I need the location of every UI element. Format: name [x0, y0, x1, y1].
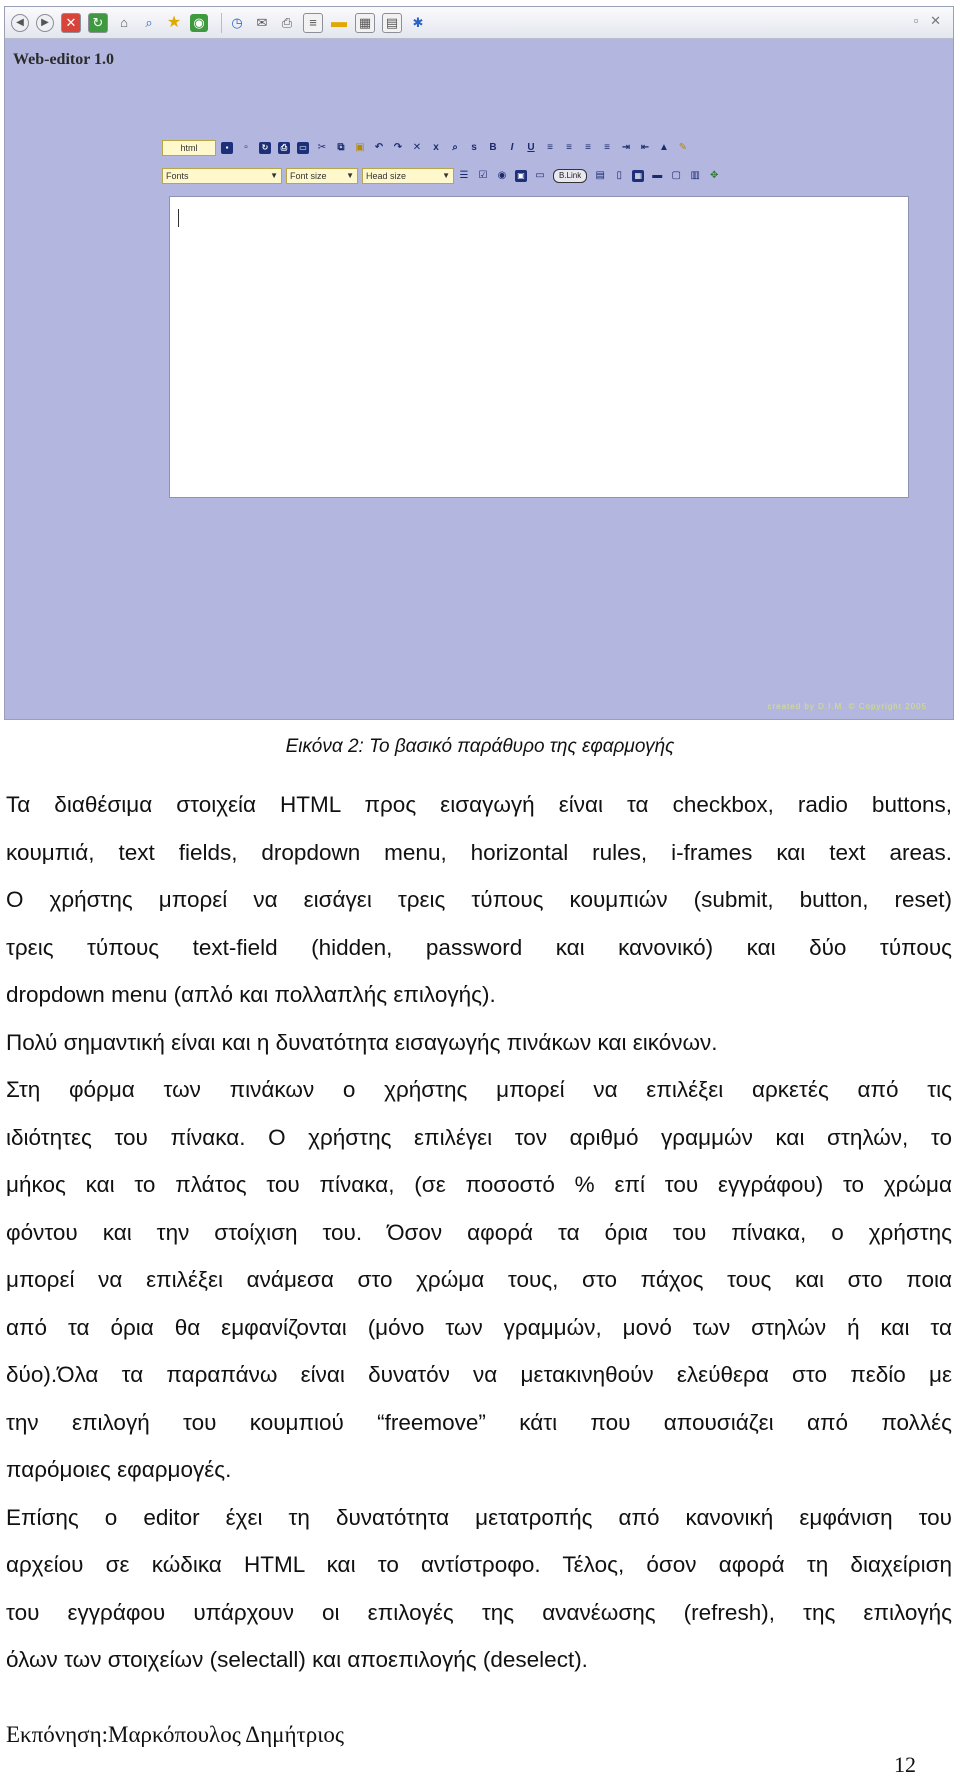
align-right-icon[interactable]: ≡	[585, 142, 591, 153]
preview-icon[interactable]: ▭	[297, 142, 309, 154]
text-line: ιδιότητες του πίνακα. Ο χρήστης επιλέγει τον αριθμό γραμμών και στηλών, το	[6, 1124, 952, 1150]
author-footer: Εκπόνηση:Μαρκόπουλος Δημήτριος	[6, 1722, 344, 1747]
list-icon[interactable]: ☰	[459, 170, 469, 181]
stop-icon[interactable]: ✕	[61, 13, 81, 33]
justify-icon[interactable]: ≡	[604, 142, 610, 153]
browser-toolbar	[5, 7, 953, 39]
radio-button-icon[interactable]: ◉	[497, 170, 507, 181]
refresh-icon[interactable]: ↻	[259, 142, 271, 154]
app-screenshot	[4, 6, 954, 720]
save-icon[interactable]: ▪	[221, 142, 233, 154]
iframe-icon[interactable]: ▢	[671, 170, 681, 181]
text-line: κουμπιά, text fields, dropdown menu, horizontal rules, i-frames και text areas.	[6, 839, 952, 865]
redo-icon[interactable]: ↷	[393, 142, 403, 153]
indent-icon[interactable]: ⇥	[621, 142, 631, 153]
tools-icon[interactable]: ✱	[412, 14, 424, 30]
paste-icon[interactable]: ▣	[355, 142, 365, 153]
find-icon[interactable]: ⌕	[452, 142, 458, 153]
text-line: Επίσης ο editor έχει τη δυνατότητα μετατροπής από κανονική εμφάνιση του	[6, 1504, 952, 1530]
page-number: 12	[894, 1752, 916, 1777]
fonts-select[interactable]	[162, 168, 282, 184]
text-line: Πολύ σημαντική είναι και η δυνατότητα εισαγωγής πινάκων και εικόνων.	[6, 1029, 718, 1055]
link-pill[interactable]: B.Link	[553, 169, 587, 183]
font-size-select-value: Font size	[290, 171, 327, 181]
cut-icon[interactable]: ✂	[317, 142, 327, 153]
checkbox-icon[interactable]: ☑	[478, 170, 488, 181]
font-size-select[interactable]	[286, 168, 358, 184]
textarea-icon[interactable]: ▯	[616, 170, 622, 181]
forward-icon[interactable]: ▶	[36, 14, 54, 32]
text-line: του εγγράφου υπάρχουν οι επιλογές της ανανέωσης (refresh), της επιλογής	[6, 1599, 952, 1625]
new-document-icon[interactable]: ▫	[244, 142, 248, 153]
refresh-icon[interactable]: ↻	[88, 13, 108, 33]
media-icon[interactable]: ◉	[190, 14, 208, 32]
underline-icon[interactable]: U	[527, 142, 535, 153]
italic-icon[interactable]: I	[510, 142, 514, 153]
head-size-select[interactable]	[362, 168, 454, 184]
highlight-icon[interactable]: ✎	[678, 142, 688, 153]
print-icon[interactable]: ⎙	[278, 142, 290, 154]
paragraph-4	[6, 1494, 952, 1684]
paragraph-1	[6, 781, 952, 1019]
history-icon[interactable]: ◷	[231, 14, 243, 30]
table-icon[interactable]: ▦	[632, 170, 644, 182]
paragraph-2	[6, 1019, 952, 1067]
align-left-icon[interactable]: ≡	[547, 142, 553, 153]
superscript-icon[interactable]: s	[471, 142, 477, 153]
chevron-down-icon: ▼	[270, 171, 278, 180]
mail-icon[interactable]: ✉	[256, 14, 268, 30]
text-line: την επιλογή του κουμπιού “freemove” κάτι που απουσιάζει από πολλές	[6, 1409, 952, 1435]
text-line: μήκος και το πλάτος του πίνακα, (σε ποσοστό % επί του εγγράφου) το χρώμα	[6, 1172, 952, 1197]
head-size-select-value: Head size	[366, 171, 407, 181]
copy-icon[interactable]: ⧉	[337, 142, 345, 153]
home-icon[interactable]: ⌂	[120, 14, 128, 30]
app-title: Web-editor 1.0	[13, 51, 115, 68]
fonts-select-value: Fonts	[166, 171, 189, 181]
text-line: αρχείου σε κώδικα HTML και το αντίστροφο. Τέλος, όσον αφορά τη διαχείριση	[6, 1552, 952, 1577]
outdent-icon[interactable]: ⇤	[640, 142, 650, 153]
document-body	[6, 781, 952, 1684]
back-icon[interactable]: ◀	[11, 14, 29, 32]
text-line: Τα διαθέσιμα στοιχεία HTML προς εισαγωγή είναι τα checkbox, radio buttons,	[6, 792, 952, 817]
text-color-icon[interactable]: ▲	[659, 142, 669, 153]
chevron-down-icon: ▼	[346, 171, 354, 180]
freemove-icon[interactable]: ✥	[710, 170, 719, 181]
text-line: Ο χρήστης μπορεί να εισάγει τρεις τύπους κουμπιών (submit, button, reset)	[6, 887, 952, 912]
mode-field[interactable]: html	[162, 140, 216, 156]
editor-toolbar-row-1	[162, 139, 696, 157]
button-icon[interactable]: ▭	[535, 170, 545, 181]
bold-icon[interactable]: B	[489, 142, 497, 153]
messenger-icon[interactable]: ▦	[355, 13, 375, 33]
horizontal-rule-icon[interactable]: ▬	[652, 170, 663, 181]
editor-content-area[interactable]	[169, 196, 909, 498]
text-line: από τα όρια θα εμφανίζονται (μόνο των γραμμών, μονό των στηλών ή και τα	[6, 1314, 952, 1340]
text-field-icon[interactable]: ▤	[595, 170, 605, 181]
text-caret	[178, 209, 179, 227]
text-line: Στη φόρμα των πινάκων ο χρήστης μπορεί να επιλέξει αρκετές από τις	[6, 1077, 952, 1102]
deselect-icon[interactable]: ✕	[412, 142, 422, 153]
edit-icon[interactable]: ≡	[303, 13, 323, 33]
search-icon[interactable]: ⌕	[145, 14, 153, 30]
folder-icon[interactable]: ▬	[331, 13, 347, 31]
subscript-icon[interactable]: x	[433, 142, 439, 153]
undo-icon[interactable]: ↶	[374, 142, 384, 153]
chevron-down-icon: ▼	[442, 171, 450, 180]
favorites-icon[interactable]: ★	[166, 13, 182, 31]
text-line: φόντου και την στοίχιση του. Όσον αφορά τα όρια του πίνακα, ο χρήστης	[6, 1219, 952, 1245]
text-line: μπορεί να επιλέξει ανάμεσα στο χρώμα τους, στο πάχος τους και στο ποια	[6, 1267, 952, 1292]
paragraph-3	[6, 1066, 952, 1494]
credit-footer: created by D.I.M. © Copyright 2005	[767, 702, 927, 711]
figure-caption: Εικόνα 2: Το βασικό παράθυρο της εφαρμογής	[285, 736, 675, 757]
print-icon[interactable]: ⎙	[281, 14, 293, 30]
image-icon[interactable]: ▣	[515, 170, 527, 182]
text-line: όλων των στοιχείων (selectall) και αποεπιλογής (deselect).	[6, 1647, 588, 1672]
text-line: δύο).Όλα τα παραπάνω είναι δυνατόν να μετακινηθούν ελεύθερα στο πεδίο με	[6, 1362, 952, 1387]
window-controls[interactable]: ▫ ✕	[913, 13, 945, 28]
align-center-icon[interactable]: ≡	[566, 142, 572, 153]
editor-toolbar-row-2	[162, 167, 727, 185]
toolbar-separator	[221, 13, 222, 33]
tools-icon[interactable]: ▤	[382, 13, 402, 33]
text-line: τρεις τύπους text-field (hidden, password και κανονικό) και δύο τύπους	[6, 934, 952, 960]
dropdown-icon[interactable]: ▥	[690, 170, 700, 181]
text-line: παρόμοιες εφαρμογές.	[6, 1457, 232, 1482]
text-line: dropdown menu (απλό και πολλαπλής επιλογής).	[6, 982, 496, 1007]
